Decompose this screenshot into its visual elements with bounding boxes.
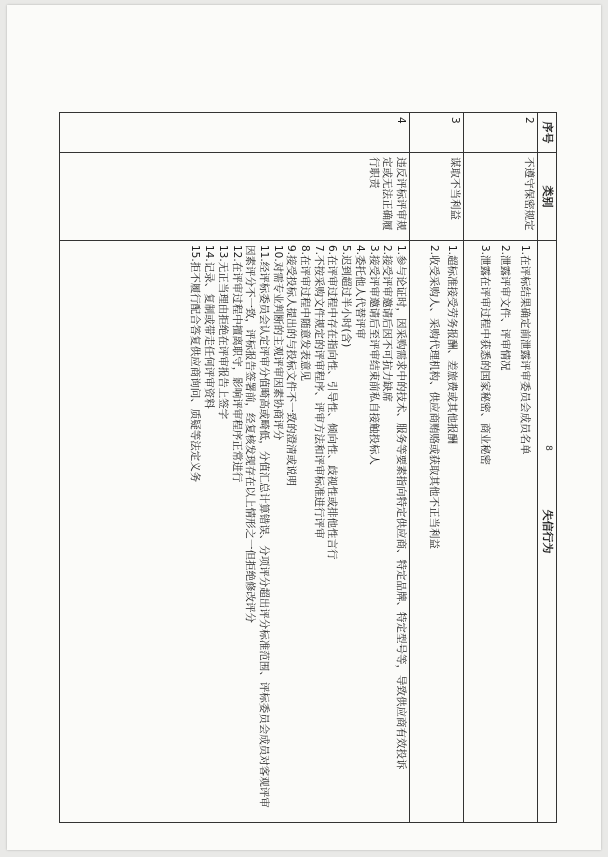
behavior-item: 10.对需专业判断的主观评审因素协商评分: [271, 245, 284, 441]
behavior-item: 6.在评审过程中存在指向性、引导性、倾向性、歧视性或排他性言行: [326, 245, 339, 560]
behavior-item: 11.经评标委员会认定评审分值畸高或畸低，分值汇总计算错误、分项评分超出评分标准范围、评标委员会成员对客观评审因素评分不一致，评标报告签署前，经复核发现存在以上情形之一但拒绝修改评分: [244, 245, 270, 808]
table-header-row: [538, 113, 557, 823]
header-category: 类别: [538, 153, 557, 241]
behavior-item: 8.在评审过程中随意发表意见: [299, 245, 312, 382]
behavior-item: 12.在评审过程中擅离职守，影响评审程序正常进行: [230, 245, 243, 483]
row-category: 违反评标评审规定或无法正确履行职责: [60, 153, 410, 241]
behavior-item: 13.无正当理由拒绝在评审报告上签字: [216, 245, 229, 420]
header-seq: 序号: [538, 113, 557, 153]
row-behaviors: [464, 241, 538, 823]
behavior-item: 7.不按采购文件规定的评审程序、评审方法和评审标准进行评审: [312, 245, 325, 539]
behavior-item: 1.超标准接受劳务报酬、差旅费或其他报酬: [446, 245, 458, 445]
behavior-item: 1.参与论证时，因采购需求中的技术、服务等要素指向特定供应商、特定品牌、特定型号等，导致供应商有效投诉: [395, 245, 407, 770]
behavior-item: 15.拒不履行配合答复供应商询问、质疑等法定义务: [189, 245, 202, 483]
table-row: [410, 113, 464, 823]
row-behaviors: [410, 241, 464, 823]
header-behavior: 失信行为: [538, 241, 557, 823]
row-category: 谋取不当利益: [410, 153, 464, 241]
row-seq: 4: [60, 113, 410, 153]
table-row: [464, 113, 538, 823]
behavior-item: 5.迟到超过半小时(含): [340, 245, 353, 348]
table-row: [60, 113, 410, 823]
behavior-item: 2.接受评审邀请后因不可抗力缺席: [381, 245, 394, 403]
behavior-item: 14.记录、复制或带走任何评审资料: [203, 245, 216, 409]
behavior-item: 4.委托他人代替评审: [353, 245, 366, 340]
row-behaviors: [60, 241, 410, 823]
row-category: 不遵守保密规定: [464, 153, 538, 241]
dishonest-behavior-table: [59, 112, 557, 823]
row-seq: 2: [464, 113, 538, 153]
page-number: 8: [542, 445, 553, 451]
behavior-item: 3.接受评审邀请后至评审结束前私自接触投标人: [367, 245, 380, 466]
behavior-item: 9.接受投标人提出的与投标文件不一致的澄清或说明: [285, 245, 298, 487]
behavior-item: 2.泄露评审文件、评审情况: [499, 245, 511, 371]
rotated-table-container: [59, 112, 557, 822]
row-seq: 3: [410, 113, 464, 153]
behavior-item: 2.收受采购人、采购代理机构、供应商贿赂或获取其他不正当利益: [428, 245, 440, 550]
behavior-item: 1.在评标结果确定前泄露评审委员会成员名单: [519, 245, 531, 455]
behavior-item: 3.泄露在评审过程中获悉的国家秘密、商业秘密: [479, 245, 491, 466]
